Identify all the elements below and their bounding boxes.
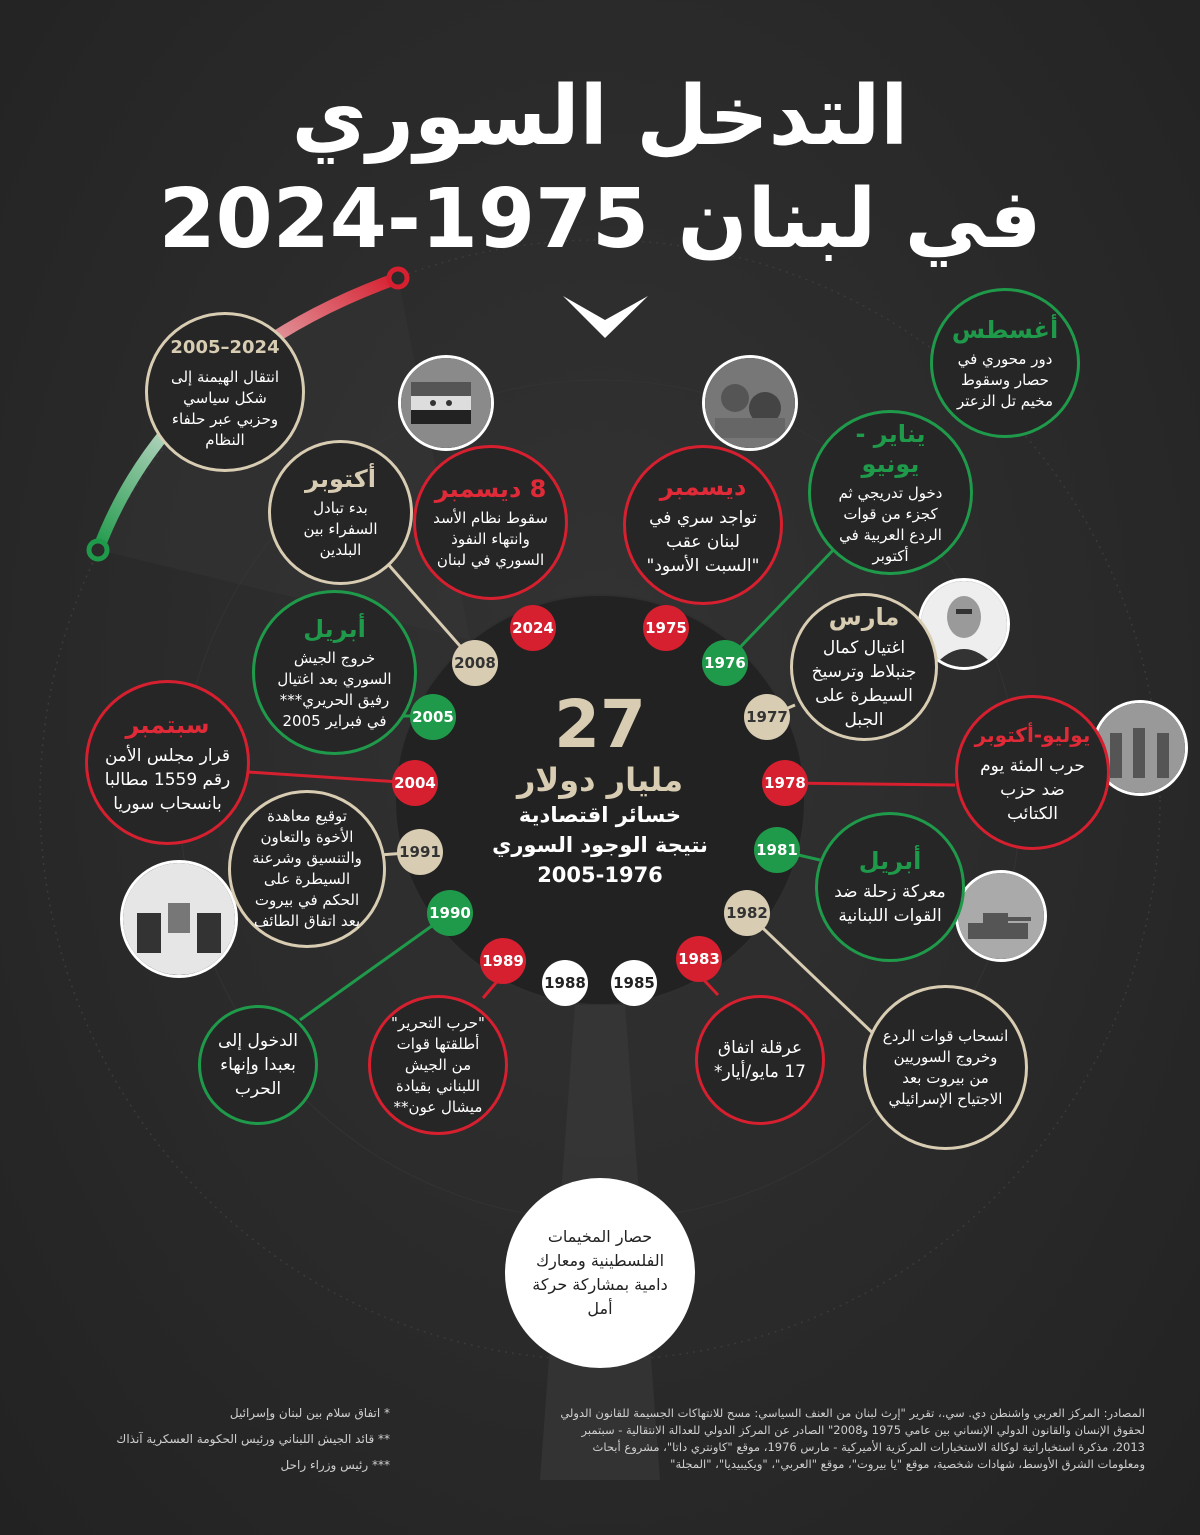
event-march-1977: مارس اغتيال كمال جنبلاط وترسيخ السيطرة على الجبل — [790, 593, 938, 741]
center-line3: 2005-1976 — [537, 863, 663, 887]
year-1985: 1985 — [611, 960, 657, 1006]
event-april-1981: أبريل معركة زحلة ضد القوات اللبنانية — [815, 812, 965, 962]
year-2024: 2024 — [510, 605, 556, 651]
year-1991: 1991 — [397, 829, 443, 875]
photo-tanks — [955, 870, 1047, 962]
event-jan-jun-1976: يناير - يونيو دخول تدريجي ثم كجزء من قوات الردع العربية في أكتوبر — [808, 410, 973, 575]
event-september-2004: سبتمبر قرار مجلس الأمن رقم 1559 مطالبا بانسحاب سوريا — [85, 680, 250, 845]
footnote-3: *** رئيس وزراء راحل — [280, 1458, 390, 1472]
event-1990: الدخول إلى بعبدا وإنهاء الحرب — [198, 1005, 318, 1125]
year-1989: 1989 — [480, 938, 526, 984]
year-1976: 1976 — [702, 640, 748, 686]
event-1983: عرقلة اتفاق 17 مايو/أيار* — [695, 995, 825, 1125]
event-december-1975: ديسمبر تواجد سري في لبنان عقب "السبت الأسود" — [623, 445, 783, 605]
footnotes — [40, 1400, 390, 1478]
sources: المصادر: المركز العربي واشنطن دي. سي.، تقرير "إرث لبنان من العنف السياسي: مسح للانتهاكات الجسيمة للقانون الدولي لحقوق الإنسان والقانون الدولي الإنساني بين عامي 1975 و2008" الصادر عن المركز الدولي للعدالة الانتقالية - سبتمبر 2013، مذكرة استخباراتية لوكالة الاستخبارات المركزية الأميركية - مارس 1976، موقع "كاونتري داتا"، مشروع أبحاث ومعلومات الشرق الأوسط، شهادات شخصية، موقع "يا بيروت"، موقع "العربي"، "ويكيبيديا"، "المجلة" — [560, 1406, 1145, 1471]
footnote-1: * اتفاق سلام بين لبنان وإسرائيل — [229, 1406, 390, 1420]
center-line1: خسائر اقتصادية — [518, 803, 682, 827]
event-october-2008: أكتوبر بدء تبادل السفراء بين البلدين — [268, 440, 413, 585]
event-april-2005: أبريل خروج الجيش السوري بعد اغتيال رفيق الحريري*** في فبراير 2005 — [252, 590, 417, 755]
center-summary — [430, 686, 770, 890]
event-1985-camps: حصار المخيمات الفلسطينية ومعارك دامية بمشاركة حركة أمل — [505, 1178, 695, 1368]
year-1982: 1982 — [724, 890, 770, 936]
photo-flag — [398, 355, 494, 451]
loss-unit: مليار دولار — [516, 761, 684, 799]
event-august-1976: أغسطس دور محوري في حصار وسقوط مخيم تل الزعتر — [930, 288, 1080, 438]
year-2008: 2008 — [452, 640, 498, 686]
chevron-down-icon — [563, 296, 648, 338]
event-1991: توقيع معاهدة الأخوة والتعاون والتنسيق وشرعنة السيطرة على الحكم في بيروت بعد اتفاق الطائف — [228, 790, 386, 948]
year-1975: 1975 — [643, 605, 689, 651]
year-1978: 1978 — [762, 760, 808, 806]
year-1990: 1990 — [427, 890, 473, 936]
page-title-line1: التدخل السوري — [291, 69, 909, 164]
footnote-2: ** قائد الجيش اللبناني ورئيس الحكومة العسكرية آنذاك — [116, 1432, 390, 1446]
year-1983: 1983 — [676, 936, 722, 982]
loss-amount: 27 — [554, 686, 646, 763]
photo-meeting — [120, 860, 238, 978]
event-1982: انسحاب قوات الردع وخروج السوريين من بيروت بعد الاجتياح الإسرائيلي — [863, 985, 1028, 1150]
year-2005: 2005 — [410, 694, 456, 740]
year-1988: 1988 — [542, 960, 588, 1006]
event-2005-2024: 2024–2005 انتقال الهيمنة إلى شكل سياسي وحزبي عبر حلفاء النظام — [145, 312, 305, 472]
event-1989: "حرب التحرير" أطلقتها قوات من الجيش اللبناني بقيادة ميشال عون** — [368, 995, 508, 1135]
year-1981: 1981 — [754, 827, 800, 873]
center-line2: نتيجة الوجود السوري — [492, 833, 708, 857]
photo-soldiers — [702, 355, 798, 451]
event-jul-oct-1978: يوليو-أكتوبر حرب المئة يوم ضد حزب الكتائب — [955, 695, 1110, 850]
year-1977: 1977 — [744, 694, 790, 740]
page-title-line2: في لبنان 1975-2024 — [158, 172, 1042, 267]
year-2004: 2004 — [392, 760, 438, 806]
event-december-2024: 8 ديسمبر سقوط نظام الأسد وانتهاء النفوذ السوري في لبنان — [413, 445, 568, 600]
